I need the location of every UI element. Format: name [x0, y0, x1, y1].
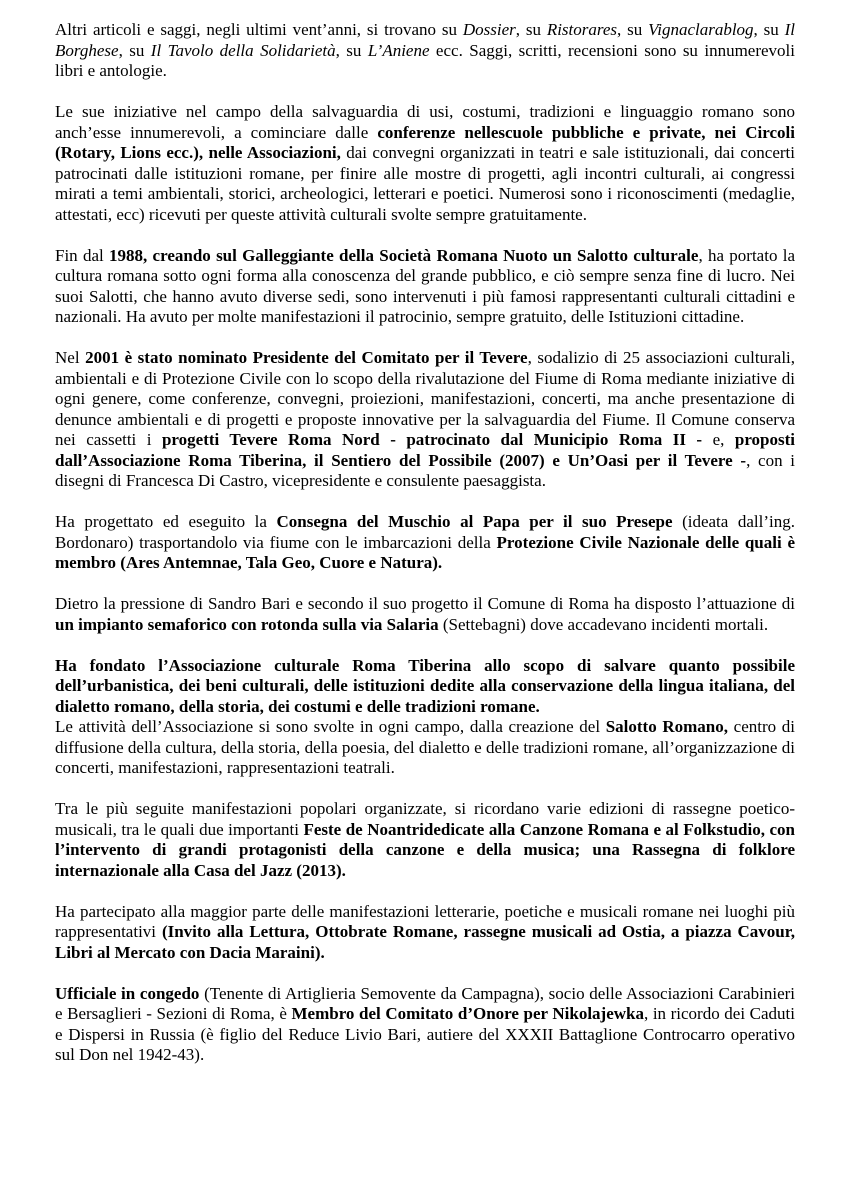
text-run: Tra le più seguite manifestazioni popolari organizzate, si ricordano varie edizioni di rassegne poetico-musicali, tra le quali due importanti [55, 799, 795, 839]
publication-title: Vignaclarablog [648, 20, 754, 39]
publication-title: Il Tavolo della Solidarietà [150, 40, 336, 60]
text-run: e, [702, 430, 735, 449]
paragraph-initiatives [55, 102, 795, 225]
paragraph-muschio-papa [55, 512, 795, 574]
text-run: (Settebagni) dove accadevano incidenti mortali. [438, 614, 769, 634]
text-run: Nel [55, 348, 86, 367]
bold-text: progetti Tevere Roma Nord - patrocinato dal Municipio Roma II - [161, 430, 703, 449]
text-run: Le sue iniziative nel campo della salvaguardia di usi, costumi, tradizioni e linguaggio romano sono anch’esse innumerevoli, a cominciare dalle [55, 102, 795, 142]
bold-text: Ha fondato l’Associazione culturale Roma Tiberina allo scopo di salvare quanto possibile dell’urbanistica, dei beni culturali, delle istituzioni dedite alla conservazione della lingua italiana, del dialetto romano, della storia, dei costumi e delle tradizioni romane. [55, 655, 795, 716]
bold-text: proposti dall’Associazione Roma Tiberina, il Sentiero del Possibile (2007) e Un’Oasi per il Tevere - [55, 430, 796, 470]
text-run: , ha portato la cultura romana sotto ogni forma alla conoscenza del grande pubblico, e ciò sempre senza fine di lucro. Nei suoi Salotti, che hanno avuto diverse sedi, sono intervenuti i più famosi rappresentanti culturali cittadini e nazionali. Ha avuto per molte manifestazioni il patrocinio, sempre gratuito, delle Istituzioni cittadine. [55, 245, 795, 326]
text-run: , su [118, 40, 151, 60]
text-run: Le attività dell’Associazione si sono svolte in ogni campo, dalla creazione del [55, 717, 606, 736]
paragraph-comitato-tevere [55, 348, 795, 492]
bold-text: Consegna del Muschio al Papa per il suo Presepe [276, 512, 673, 531]
text-run: , in ricordo dei Caduti e Dispersi in Russia (è figlio del Reduce Livio Bari, autiere del XXXII Battaglione Controcarro operativo sul Don nel 1942-43). [55, 1004, 795, 1064]
bold-text: Salotto Romano, [605, 717, 728, 736]
bold-text: 2001 è stato nominato Presidente del Comitato per il Tevere [85, 348, 528, 367]
text-run: Dietro la pressione di Sandro Bari e secondo il suo progetto il Comune di Roma ha disposto l’attuazione di [55, 594, 795, 613]
paragraph-partecipazioni [55, 902, 795, 964]
text-run: (Tenente di Artiglieria Semovente da Campagna), socio delle Associazioni Carabinieri e Bersaglieri - Sezioni di Roma, è [55, 983, 795, 1023]
text-run: (ideata dall’ing. Bordonaro) trasportandolo via fiume con le imbarcazioni della [55, 512, 795, 552]
bold-text: Protezione Civile Nazionale delle quali è membro (Ares Antemnae, Tala Geo, Cuore e Natura). [55, 532, 795, 572]
paragraph-ufficiale [55, 984, 795, 1066]
bold-text: Ufficiale in congedo [55, 983, 200, 1003]
text-run: , su [515, 20, 547, 39]
bold-text: un impianto semaforico con rotonda sulla via Salaria [55, 614, 439, 634]
text-run: centro di diffusione della cultura, della storia, della poesia, del dialetto e delle tradizioni romane, all’organizzazione di concerti, manifestazioni, rappresentazioni teatrali. [55, 717, 795, 777]
text-run: ecc. Saggi, scritti, recensioni sono su innumerevoli libri e antologie. [55, 40, 795, 80]
paragraph-semaforo-salaria [55, 594, 795, 635]
text-run: Fin dal [55, 245, 110, 265]
paragraph-associazione-attivita [55, 717, 795, 779]
bold-text: Feste de Noantridedicate alla Canzone Romana e al Folkstudio, con l’intervento di grandi protagonisti della canzone e della musica; una Rassegna di folklore internazionale alla Casa del Jazz (2013). [55, 819, 795, 880]
bold-text: 1988, creando sul Galleggiante della Società Romana Nuoto un Salotto culturale [109, 245, 699, 265]
text-run: , su [617, 20, 649, 39]
publication-title: Ristorares [546, 20, 618, 39]
publication-title: L’Aniene [367, 40, 430, 60]
text-run: , su [335, 40, 368, 60]
paragraph-salotto-1988 [55, 246, 795, 328]
text-run: Altri articoli e saggi, negli ultimi vent’anni, si trovano su [55, 20, 463, 39]
text-run: , con i disegni di Francesca Di Castro, vicepresidente e consulente paesaggista. [55, 450, 795, 490]
text-run: Ha partecipato alla maggior parte delle manifestazioni letterarie, poetiche e musicali romane nei luoghi più rappresentativi [55, 901, 795, 941]
paragraph-publications [55, 20, 795, 82]
bold-text: conferenze nellescuole pubbliche e private, nei Circoli (Rotary, Lions ecc.), nelle Associazioni, [55, 122, 795, 162]
paragraph-roma-tiberina [55, 656, 795, 718]
publication-title: Il Borghese [55, 20, 795, 60]
text-run: Ha progettato ed eseguito la [55, 512, 277, 531]
text-run: , su [753, 20, 785, 39]
paragraph-manifestazioni [55, 799, 795, 881]
bold-text: (Invito alla Lettura, Ottobrate Romane, rassegne musicali ad Ostia, a piazza Cavour, Libri al Mercato con Dacia Maraini). [55, 922, 795, 962]
text-run: , sodalizio di 25 associazioni culturali, ambientali e di Protezione Civile con lo scopo della rivalutazione del Fiume di Roma mediante iniziative di ogni genere, come conferenze, convegni, proiezioni, manifestazioni, concerti, ma anche presentazione di denunce ambientali e di progetti e proposte innovative per la salvaguardia del Fiume. Il Comune conserva nei cassetti i [55, 348, 796, 449]
text-run: dai convegni organizzati in teatri e sale istituzionali, dai concerti patrocinati dalle istituzioni romane, per finire alle mostre di progetti, agli incontri culturali, ai congressi mirati a temi ambientali, storici, archeologici, letterari e poetici. Numerosi sono i riconoscimenti (medaglie, attestati, ecc) ricevuti per queste attività culturali svolte sempre gratuitamente. [55, 143, 795, 224]
bold-text: Membro del Comitato d’Onore per Nikolajewka [291, 1004, 644, 1023]
publication-title: Dossier [462, 20, 516, 39]
